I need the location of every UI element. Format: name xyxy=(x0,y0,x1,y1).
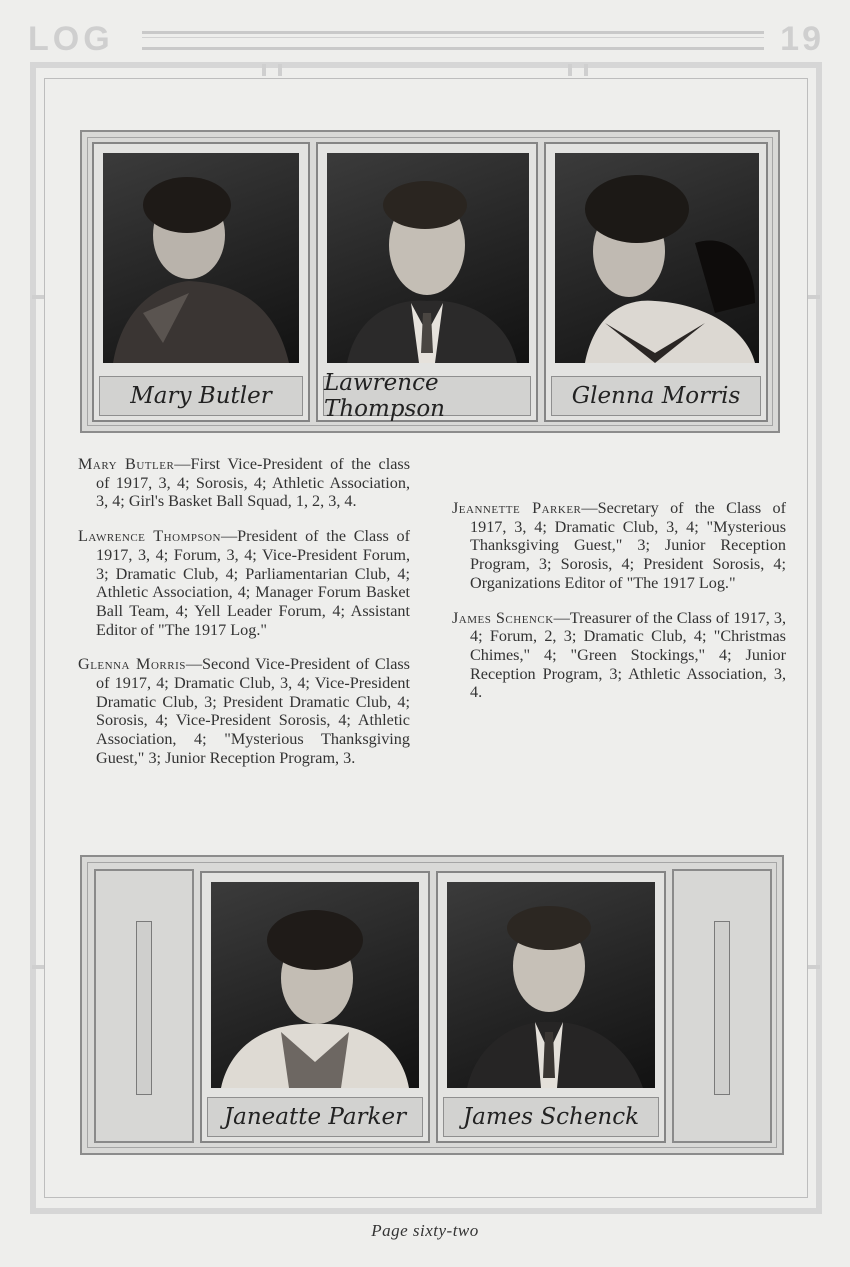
frame-ornament xyxy=(262,64,266,76)
portrait-photo-jeannette-parker xyxy=(211,882,419,1088)
frame-ornament xyxy=(584,64,588,76)
bio-text: —Second Vice-President of Class of 1917, 4; Dramatic Club, 3, 4; Vice-President Dramatic Club, 3; President Dramatic Club, 4; Sorosis, 4; Vice-President Sorosis, 4; Athletic Association, 4; "Mysterious Thanksgiving Guest," 3; Junior Reception Program, 3. xyxy=(96,655,410,767)
portrait-frame-lawrence-thompson xyxy=(316,142,538,422)
frame-ornament xyxy=(808,295,820,299)
bio-column-right xyxy=(452,499,786,718)
header-year: 19 xyxy=(780,20,824,58)
bio-name: Mary Butler xyxy=(78,455,175,473)
bio-jeannette-parker xyxy=(452,499,786,593)
bio-lawrence-thompson xyxy=(78,527,410,639)
bio-text: —President of the Class of 1917, 3, 4; Forum, 3, 4; Vice-President Forum, 3; Dramatic Club, 4; Parliamentarian Club, 4; Athletic Association, 4; Manager Forum Basket Ball Team, 4; Yell Leader Forum, 4; Assistant Editor of "The 1917 Log." xyxy=(96,527,410,639)
bio-glenna-morris xyxy=(78,655,410,767)
signature-lawrence-thompson: Lawrence Thompson xyxy=(323,376,531,416)
bio-column-left xyxy=(78,455,410,784)
portrait-frame-mary-butler xyxy=(92,142,310,422)
bio-text: —First Vice-President of the class of 1917, 3, 4; Sorosis, 4; Athletic Association, 3, 4; Girl's Basket Ball Squad, 1, 2, 3, 4. xyxy=(96,455,410,511)
portrait-photo-glenna-morris xyxy=(555,153,759,363)
bio-text: —Secretary of the Class of 1917, 3, 4; Dramatic Club, 3, 4; "Mysterious Thanksgiving Guest," 3; Junior Reception Program, 3; Sorosis, 4; President Sorosis, 4; Organizations Editor of "The 1917 Log." xyxy=(470,499,787,592)
bio-name: James Schenck xyxy=(452,608,554,627)
bio-mary-butler xyxy=(78,455,410,511)
bio-text: —Treasurer of the Class of 1917, 3, 4; Forum, 2, 3; Dramatic Club, 4; "Christmas Chimes," 4; "Green Stockings," 4; Junior Reception Program, 3; Athletic Association, 3, 4. xyxy=(470,608,787,702)
portrait-photo-mary-butler xyxy=(103,153,299,363)
frame-ornament xyxy=(808,965,820,969)
header-rule xyxy=(142,31,764,50)
bio-name: Jeannette Parker xyxy=(452,499,582,517)
panel-ornament-left xyxy=(94,869,194,1143)
ornament-bar xyxy=(136,921,152,1095)
frame-ornament xyxy=(278,64,282,76)
header-log-title: LOG xyxy=(28,20,114,58)
portrait-frame-glenna-morris xyxy=(544,142,768,422)
frame-ornament xyxy=(32,295,44,299)
ornament-bar xyxy=(714,921,730,1095)
portrait-frame-jeannette-parker xyxy=(200,871,430,1143)
panel-ornament-right xyxy=(672,869,772,1143)
signature-james-schenck: James Schenck xyxy=(443,1097,659,1137)
frame-ornament xyxy=(32,965,44,969)
signature-jeannette-parker: Janeatte Parker xyxy=(207,1097,423,1137)
bio-james-schenck xyxy=(452,609,786,703)
bio-name: Lawrence Thompson xyxy=(78,527,221,546)
portrait-photo-lawrence-thompson xyxy=(327,153,529,363)
portrait-photo-james-schenck xyxy=(447,882,655,1088)
bottom-portrait-panel xyxy=(80,855,784,1155)
portrait-frame-james-schenck xyxy=(436,871,666,1143)
top-portrait-panel xyxy=(80,130,780,433)
signature-mary-butler: Mary Butler xyxy=(99,376,303,416)
signature-glenna-morris: Glenna Morris xyxy=(551,376,761,416)
frame-ornament xyxy=(568,64,572,76)
bio-name: Glenna Morris xyxy=(78,655,186,674)
page-number: Page sixty-two xyxy=(371,1221,479,1240)
